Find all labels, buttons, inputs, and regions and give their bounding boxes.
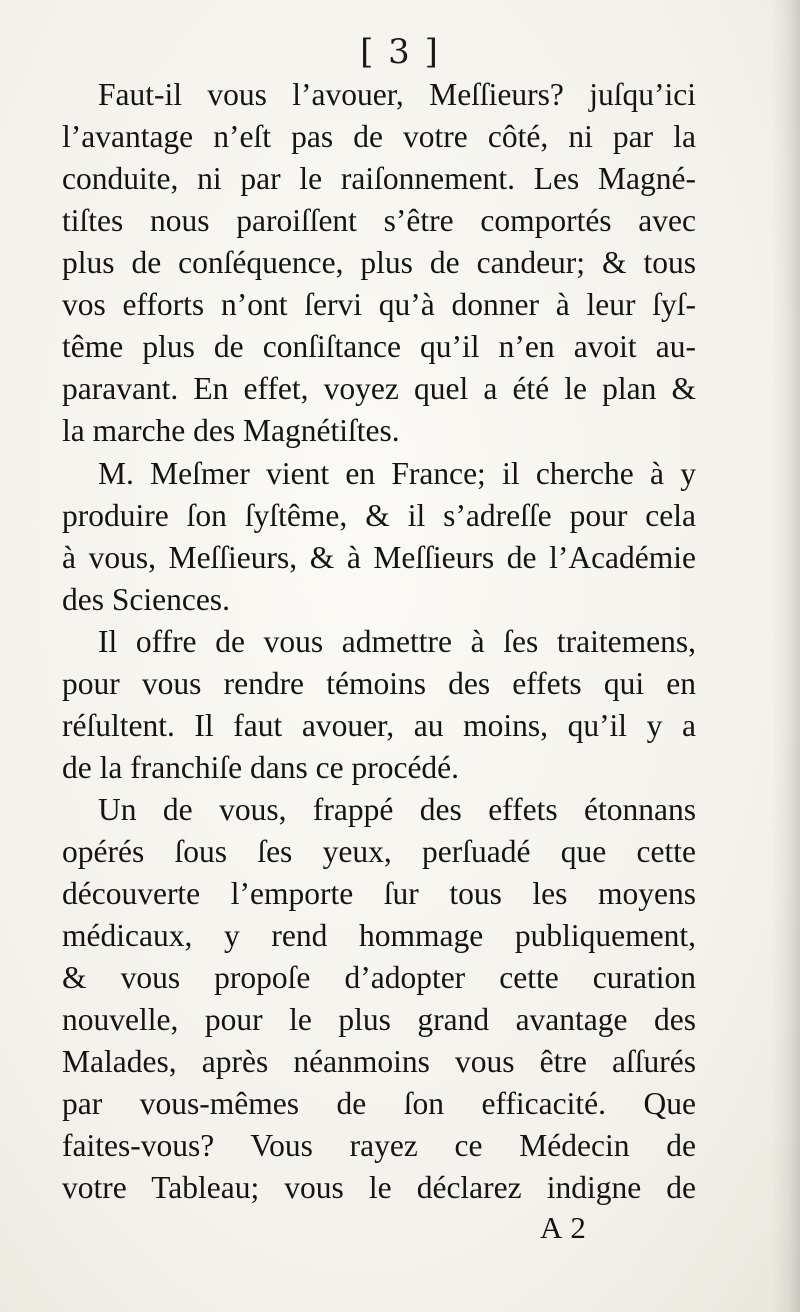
text-line: produire ſon ſyſtême, & il s’adreſſe pour cela [62,498,696,533]
text-line: Faut-il vous l’avouer, Meſſieurs? juſqu’ici [98,77,696,112]
text-line: par vous-mêmes de ſon efficacité. Que [62,1086,696,1121]
text-line: conduite, ni par le raiſonnement. Les Magné- [62,161,696,196]
text-line: de la franchiſe dans ce procédé. [62,750,460,785]
text-line: & vous propoſe d’adopter cette curation [62,960,696,995]
text-line: tiſtes nous paroiſſent s’être comportés avec [62,203,696,238]
text-line: Un de vous, frappé des effets étonnans [98,792,696,827]
text-line: faites-vous? Vous rayez ce Médecin de [62,1128,696,1163]
text-line: plus de conſéquence, plus de candeur; & tous [62,245,696,280]
text-line: médicaux, y rend hommage publiquement, [62,918,696,953]
text-line: Malades, après néanmoins vous être aſſurés [62,1044,696,1079]
text-line: paravant. En effet, voyez quel a été le plan & [62,371,696,406]
text-line: la marche des Magnétiſtes. [62,413,400,448]
text-line: vos efforts n’ont ſervi qu’à donner à leur ſyſ- [62,287,696,322]
text-line: nouvelle, pour le plus grand avantage des [62,1002,696,1037]
text-line: Il offre de vous admettre à ſes traitemens, [98,624,696,659]
text-line: tême plus de conſiſtance qu’il n’en avoit au- [62,329,696,364]
page-gutter-shadow [772,0,800,1312]
text-line: découverte l’emporte ſur tous les moyens [62,876,696,911]
text-line: des Sciences. [62,582,230,617]
signature-mark: A 2 [540,1210,587,1245]
text-line: M. Meſmer vient en France; il cherche à y [98,456,696,491]
text-line: réſultent. Il faut avouer, au moins, qu’il y a [62,708,696,743]
text-line: à vous, Meſſieurs, & à Meſſieurs de l’Académie [62,540,696,575]
text-line: votre Tableau; vous le déclarez indigne de [62,1170,696,1205]
page-number: [ 3 ] [360,32,440,72]
text-line: pour vous rendre témoins des effets qui en [62,666,696,701]
text-line: opérés ſous ſes yeux, perſuadé que cette [62,834,696,869]
text-line: l’avantage n’eſt pas de votre côté, ni par la [62,119,696,154]
